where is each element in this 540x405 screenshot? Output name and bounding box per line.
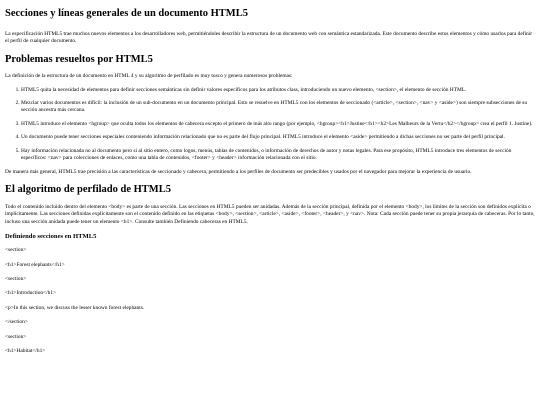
problems-closing-paragraph: De manera más general, HTML5 trae precisión a las características de seccionado y cabecera, permitiendo a los perfiles de documento ser predecibles y usados por el navegador para mejorar la experiencia de usuario. <box>5 168 472 175</box>
list-item: 5. Hay información relacionada no al documento pero si al sitio entero, como logos, menús, tablas de contenidos, o información de derechos de autor y notas legales. Para ese propósito, HTML5 introduce tres elementos de sección específicos: <nav> para colecciones de enlaces, como una tabla de contenidos, <footer> y <header> información relacionada con el sitio. <box>21 148 535 163</box>
section-algorithm-heading: El algoritmo de perfilado de HTML5 <box>5 184 171 196</box>
code-line: <p>In this section, we discuss the lesser known forest elephants. <box>5 304 145 311</box>
code-example <box>5 247 535 355</box>
intro-paragraph: La especificación HTML5 trae muchos nuevos elementos a los desarrolladores web, permitiéndoles describir la estructura de un documento web con semántica estandarizada. Este documento describe estos elementos y cómo usarlos para definir el perfil de cualquier documento. <box>5 30 533 45</box>
code-line: </section> <box>5 319 28 326</box>
algorithm-paragraph: Todo el contenido incluido dentro del elemento <body> es parte de una sección. Las secciones en HTML5 pueden ser anidadas. Además de la sección principal, definida por el elemento <body>, los límites de la sección son definidos explícita o implícitamente. Las secciones definidas explícitamente son el contenido definido en las etiquetas <body>, <section>, <article>, <aside>, <footer>, <header>, y <nav>. Nota: Cada sección puede tener su propia jerarquía de cabeceras. Por lo tanto, incluso una sección anidada puede tener un elemento <h1>. Consulte también Definiendo cabeceras en HTML5. <box>5 203 535 225</box>
list-item: 3. HTML5 introduce el elemento <hgroup> que oculta todos los elementos de cabecera excepto el primero de más alto rango (por ejemplo, <hgroup><h1>Justine</h1><h2>Les Malheurs de la Vertu</h2></hgroup> crea el perfil 1. Justine). <box>21 121 535 128</box>
code-line: <h1>Habitat</h1> <box>5 348 46 355</box>
section-problems-heading: Problemas resueltos por HTML5 <box>5 53 153 65</box>
list-item: 2. Mezclar varios documentos es difícil: la inclusión de un sub-documento en un documento principal. Esto se resuelve en HTML5 con los elementos de seccionado (<article>, <section>, <nav> y <aside>) son siempre subsecciones de su sección ancestra más cercana. <box>21 100 535 115</box>
list-item: 1. HTML5 quita la necesidad de elementos para definir secciones semánticas sin definir valores específicos para los atributos class, introduciendo un nuevo elemento, <section>, el elemento de sección HTML. <box>21 87 535 94</box>
subsection-heading: Definiendo secciones en HTML5 <box>5 233 97 241</box>
code-line: <section> <box>5 333 27 340</box>
list-item: 4. Un documento puede tener secciones especiales conteniendo información relacionado que no es parte del flujo principal. HTML5 introduce el elemento <aside> permitiendo a dichas secciones no ser parte del perfil principal. <box>21 134 535 141</box>
code-line: <h1>Introduction</h1> <box>5 290 57 297</box>
code-line: <section> <box>5 247 27 254</box>
code-line: <h1>Forest elephants</h1> <box>5 261 65 268</box>
code-line: <section> <box>5 276 27 282</box>
page-title: Secciones y líneas generales de un documento HTML5 <box>5 8 248 19</box>
problems-lead-paragraph: La definición de la estructura de un documento en HTML 4 y su algoritmo de perfilado es muy tosco y genera numerosos problemas: <box>5 73 293 80</box>
problems-list <box>5 87 535 163</box>
